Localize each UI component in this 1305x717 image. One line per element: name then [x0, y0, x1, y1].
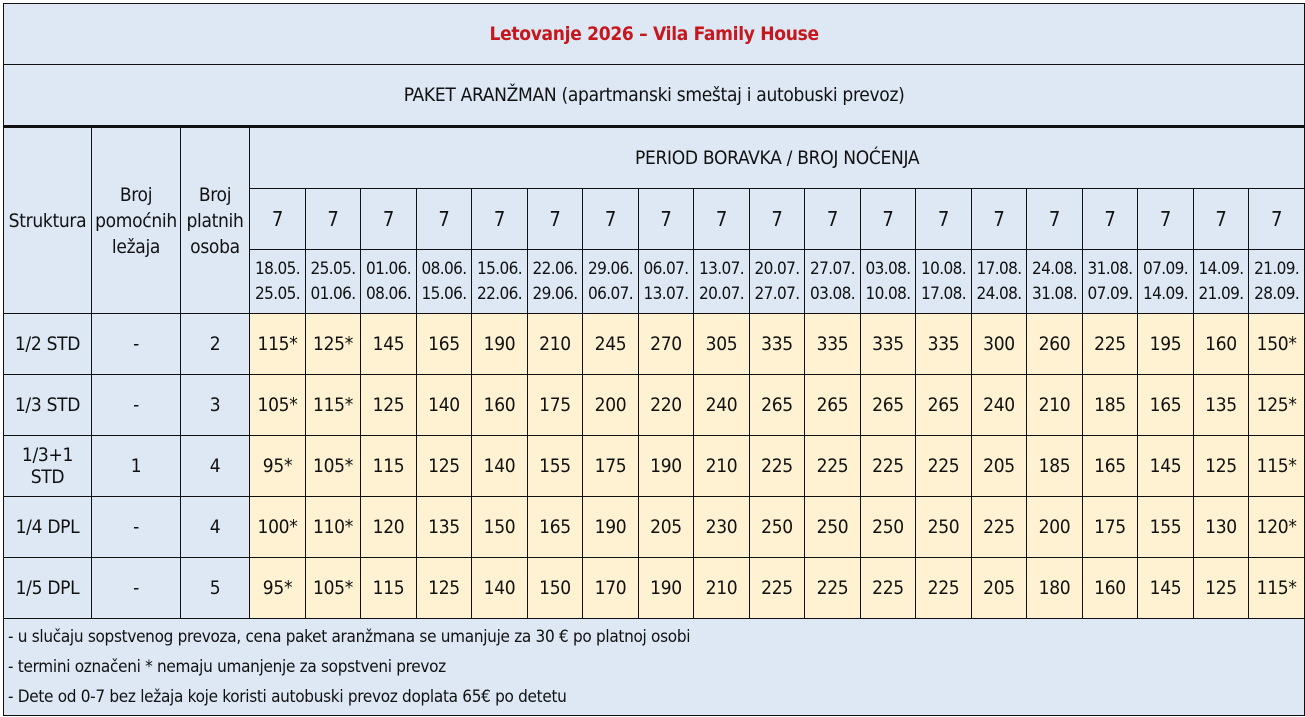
price-cell: 95*: [250, 558, 306, 619]
price-cell: 115*: [306, 375, 361, 436]
price-cell: 305: [694, 314, 750, 375]
period-from: 06.07.: [643, 258, 689, 279]
price-cell: 135: [1194, 375, 1249, 436]
header-broj-platnih-osoba: [181, 127, 250, 314]
period-to: 08.06.: [365, 283, 412, 304]
price-cell: 140: [472, 436, 528, 497]
header-broj-pomocnih-lezaja: [92, 127, 181, 314]
price-cell: 140: [417, 375, 472, 436]
period-nights: 7: [583, 189, 639, 250]
price-cell: 155: [1138, 497, 1194, 558]
price-cell: 210: [694, 558, 750, 619]
period-to: 06.07.: [587, 283, 634, 304]
price-cell: 270: [639, 314, 694, 375]
price-cell: 130: [1194, 497, 1249, 558]
period-from: 18.05.: [254, 258, 301, 279]
period-dates: [972, 250, 1027, 314]
price-cell: 115: [361, 436, 417, 497]
price-cell: 165: [417, 314, 472, 375]
price-cell: 230: [694, 497, 750, 558]
price-cell: 225: [972, 497, 1027, 558]
notes: [4, 619, 1305, 716]
period-dates: [916, 250, 972, 314]
period-dates: [1138, 250, 1194, 314]
period-to: 01.06.: [310, 283, 356, 304]
period-dates: [1083, 250, 1138, 314]
price-cell: 225: [916, 558, 972, 619]
period-nights: 7: [306, 189, 361, 250]
extra-beds: -: [92, 497, 181, 558]
period-nights: 7: [1083, 189, 1138, 250]
room-structure: 1/3+1 STD: [4, 436, 92, 497]
table-row: [4, 558, 1305, 619]
price-cell: 225: [805, 436, 861, 497]
price-cell: 140: [472, 558, 528, 619]
extra-beds: -: [92, 314, 181, 375]
price-cell: 150: [528, 558, 583, 619]
period-to: 10.08.: [865, 283, 911, 304]
period-dates: [750, 250, 805, 314]
price-cell: 170: [583, 558, 639, 619]
price-cell: 115: [361, 558, 417, 619]
price-cell: 225: [916, 436, 972, 497]
header-line: Broj: [198, 183, 232, 206]
price-cell: 145: [1138, 558, 1194, 619]
paying-persons: 5: [181, 558, 250, 619]
period-nights: 7: [1249, 189, 1305, 250]
price-cell: 95*: [250, 436, 306, 497]
table-row: [4, 436, 1305, 497]
period-to: 20.07.: [698, 283, 745, 304]
price-cell: 225: [1083, 314, 1138, 375]
price-cell: 265: [916, 375, 972, 436]
period-nights: 7: [250, 189, 306, 250]
price-cell: 195: [1138, 314, 1194, 375]
header-struktura: Struktura: [4, 127, 92, 314]
price-cell: 150*: [1249, 314, 1305, 375]
period-nights: 7: [361, 189, 417, 250]
price-cell: 150: [472, 497, 528, 558]
price-cell: 200: [583, 375, 639, 436]
period-from: 15.06.: [476, 258, 523, 279]
price-cell: 180: [1027, 558, 1083, 619]
price-cell: 165: [528, 497, 583, 558]
price-cell: 250: [750, 497, 805, 558]
period-nights: 7: [1194, 189, 1249, 250]
period-from: 29.06.: [587, 258, 634, 279]
price-cell: 115*: [1249, 436, 1305, 497]
price-cell: 240: [694, 375, 750, 436]
price-cell: 165: [1138, 375, 1194, 436]
period-dates: [472, 250, 528, 314]
page-title: Letovanje 2026 – Vila Family House: [4, 4, 1305, 65]
room-structure: 1/3 STD: [4, 375, 92, 436]
extra-beds: -: [92, 375, 181, 436]
period-dates: [250, 250, 306, 314]
period-nights: 7: [417, 189, 472, 250]
period-dates: [528, 250, 583, 314]
period-from: 27.07.: [809, 258, 856, 279]
price-cell: 250: [805, 497, 861, 558]
period-from: 13.07.: [698, 258, 745, 279]
price-cell: 175: [528, 375, 583, 436]
price-cell: 115*: [250, 314, 306, 375]
period-dates: [861, 250, 916, 314]
period-nights: 7: [1027, 189, 1083, 250]
period-dates: [1027, 250, 1083, 314]
price-cell: 115*: [1249, 558, 1305, 619]
header-period: PERIOD BORAVKA / BROJ NOĆENJA: [250, 127, 1305, 189]
price-cell: 145: [1138, 436, 1194, 497]
table-row: [4, 497, 1305, 558]
paying-persons: 4: [181, 497, 250, 558]
price-cell: 155: [528, 436, 583, 497]
room-structure: 1/4 DPL: [4, 497, 92, 558]
price-cell: 220: [639, 375, 694, 436]
price-cell: 265: [750, 375, 805, 436]
period-to: 25.05.: [254, 283, 301, 304]
room-structure: 1/2 STD: [4, 314, 92, 375]
header-line: osoba: [190, 235, 240, 258]
period-to: 29.06.: [532, 283, 578, 304]
table-row: [4, 375, 1305, 436]
period-nights: 7: [916, 189, 972, 250]
header-line: pomoćnih: [95, 209, 177, 232]
period-from: 01.06.: [365, 258, 412, 279]
period-from: 08.06.: [421, 258, 467, 279]
price-cell: 225: [805, 558, 861, 619]
price-cell: 205: [972, 558, 1027, 619]
period-to: 13.07.: [643, 283, 689, 304]
price-cell: 265: [861, 375, 916, 436]
price-cell: 250: [916, 497, 972, 558]
price-cell: 335: [916, 314, 972, 375]
period-from: 07.09.: [1142, 258, 1189, 279]
period-from: 25.05.: [310, 258, 356, 279]
price-cell: 190: [639, 436, 694, 497]
price-cell: 335: [861, 314, 916, 375]
header-line: Broj: [119, 183, 153, 206]
period-from: 14.09.: [1198, 258, 1244, 279]
period-nights: 7: [750, 189, 805, 250]
period-to: 24.08.: [976, 283, 1022, 304]
price-cell: 125: [361, 375, 417, 436]
price-cell: 105*: [306, 558, 361, 619]
price-cell: 185: [1083, 375, 1138, 436]
price-cell: 145: [361, 314, 417, 375]
paying-persons: 2: [181, 314, 250, 375]
price-cell: 265: [805, 375, 861, 436]
period-nights: 7: [861, 189, 916, 250]
price-cell: 190: [472, 314, 528, 375]
period-to: 22.06.: [476, 283, 523, 304]
price-cell: 225: [750, 558, 805, 619]
price-cell: 190: [583, 497, 639, 558]
period-dates: [306, 250, 361, 314]
period-nights: 7: [528, 189, 583, 250]
price-cell: 225: [861, 436, 916, 497]
period-to: 03.08.: [809, 283, 856, 304]
price-cell: 125*: [306, 314, 361, 375]
price-cell: 110*: [306, 497, 361, 558]
price-cell: 165: [1083, 436, 1138, 497]
period-from: 17.08.: [976, 258, 1022, 279]
period-nights: 7: [472, 189, 528, 250]
price-cell: 160: [1194, 314, 1249, 375]
period-dates: [1249, 250, 1305, 314]
period-from: 10.08.: [920, 258, 967, 279]
period-nights: 7: [972, 189, 1027, 250]
price-cell: 210: [694, 436, 750, 497]
price-cell: 120: [361, 497, 417, 558]
price-cell: 260: [1027, 314, 1083, 375]
note-own-transport: - u slučaju sopstvenog prevoza, cena paket aranžmana se umanjuje za 30 € po platnoj osobi: [8, 627, 691, 647]
price-cell: 125: [417, 558, 472, 619]
period-nights: 7: [805, 189, 861, 250]
price-cell: 105*: [250, 375, 306, 436]
price-cell: 205: [972, 436, 1027, 497]
period-from: 24.08.: [1031, 258, 1078, 279]
period-to: 21.09.: [1198, 283, 1244, 304]
price-cell: 125: [1194, 436, 1249, 497]
price-cell: 125: [417, 436, 472, 497]
paying-persons: 3: [181, 375, 250, 436]
price-cell: 205: [639, 497, 694, 558]
price-cell: 335: [750, 314, 805, 375]
period-nights: 7: [1138, 189, 1194, 250]
period-from: 20.07.: [754, 258, 800, 279]
period-to: 07.09.: [1087, 283, 1133, 304]
note-asterisk: - termini označeni * nemaju umanjenje za sopstveni prevoz: [8, 657, 446, 677]
extra-beds: -: [92, 558, 181, 619]
price-cell: 210: [1027, 375, 1083, 436]
period-dates: [361, 250, 417, 314]
price-cell: 175: [1083, 497, 1138, 558]
price-cell: 210: [528, 314, 583, 375]
price-cell: 335: [805, 314, 861, 375]
paying-persons: 4: [181, 436, 250, 497]
period-to: 17.08.: [920, 283, 967, 304]
period-to: 27.07.: [754, 283, 800, 304]
price-cell: 120*: [1249, 497, 1305, 558]
table-row: [4, 314, 1305, 375]
price-cell: 225: [750, 436, 805, 497]
price-cell: 105*: [306, 436, 361, 497]
price-cell: 250: [861, 497, 916, 558]
period-to: 15.06.: [421, 283, 467, 304]
price-cell: 225: [861, 558, 916, 619]
period-nights: 7: [694, 189, 750, 250]
period-to: 31.08.: [1031, 283, 1078, 304]
period-from: 03.08.: [865, 258, 911, 279]
period-to: 28.09.: [1254, 283, 1300, 304]
period-nights: 7: [639, 189, 694, 250]
price-cell: 125*: [1249, 375, 1305, 436]
price-cell: 175: [583, 436, 639, 497]
package-subtitle: PAKET ARANŽMAN (apartmanski smeštaj i autobuski prevoz): [4, 65, 1305, 127]
header-line: ležaja: [111, 235, 161, 258]
period-from: 31.08.: [1087, 258, 1133, 279]
price-cell: 245: [583, 314, 639, 375]
price-cell: 100*: [250, 497, 306, 558]
period-from: 22.06.: [532, 258, 578, 279]
price-cell: 135: [417, 497, 472, 558]
note-child-supplement: - Dete od 0-7 bez ležaja koje koristi autobuski prevoz doplata 65€ po detetu: [8, 687, 567, 707]
header-line: platnih: [186, 209, 244, 232]
extra-beds: 1: [92, 436, 181, 497]
price-cell: 300: [972, 314, 1027, 375]
period-to: 14.09.: [1142, 283, 1189, 304]
price-cell: 125: [1194, 558, 1249, 619]
period-dates: [694, 250, 750, 314]
price-cell: 190: [639, 558, 694, 619]
period-dates: [417, 250, 472, 314]
period-dates: [639, 250, 694, 314]
price-table: [3, 3, 1305, 716]
price-cell: 200: [1027, 497, 1083, 558]
period-dates: [805, 250, 861, 314]
period-dates: [583, 250, 639, 314]
period-dates: [1194, 250, 1249, 314]
price-cell: 160: [1083, 558, 1138, 619]
period-from: 21.09.: [1254, 258, 1300, 279]
price-cell: 185: [1027, 436, 1083, 497]
price-cell: 160: [472, 375, 528, 436]
room-structure: 1/5 DPL: [4, 558, 92, 619]
price-cell: 240: [972, 375, 1027, 436]
price-list: [3, 3, 1301, 714]
